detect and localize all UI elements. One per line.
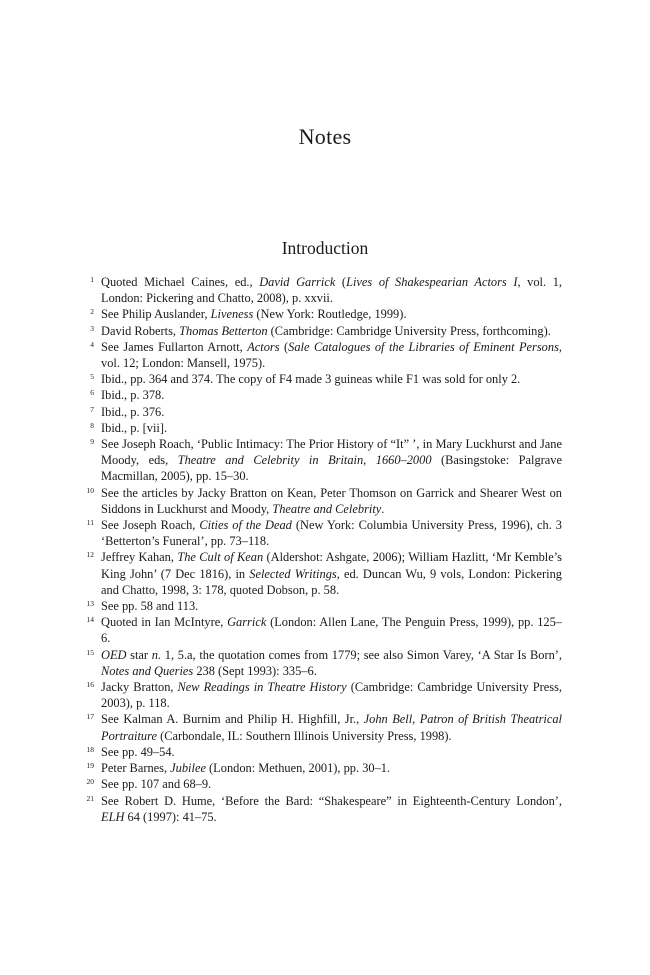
note-number: 1: [90, 275, 94, 284]
italic-title: Theatre and Celebrity: [272, 501, 382, 516]
note-text-run: See Robert D. Hume, ‘Before the Bard: “Shakespeare” in Eighteenth-Century London’,: [101, 793, 562, 808]
note-text: [101, 437, 562, 483]
note-number: 7: [90, 404, 94, 414]
italic-title: Actors: [247, 339, 280, 354]
note-number: 20: [86, 777, 94, 787]
note-text-run: 1, 5.a, the quotation comes from 1779; see also Simon Varey, ‘A Star Is Born’,: [161, 647, 562, 662]
note-text-run: , vol. 1, London: Pickering and Chatto, 2008), p. xxvii.: [101, 275, 562, 306]
note-number: 2: [90, 307, 94, 317]
note-text-run: 64 (1997): 41–75.: [124, 809, 217, 824]
italic-title: The Cult of Kean: [177, 550, 264, 565]
note-number: 18: [86, 744, 94, 754]
note-text: [101, 761, 390, 775]
section-heading: Introduction: [281, 238, 369, 258]
note-text-run: See James Fullarton Arnott,: [101, 339, 248, 354]
note-text-run: See pp. 49–54.: [101, 744, 175, 759]
note-item: [84, 793, 562, 825]
note-number: 3: [90, 323, 94, 333]
note-text-run: (London: Allen Lane, The Penguin Press, 1999), pp. 125–6.: [101, 615, 562, 646]
note-item: [84, 436, 562, 485]
note-item: [84, 485, 562, 517]
note-text-run: .: [381, 501, 385, 516]
note-text-run: See pp. 107 and 68–9.: [101, 777, 212, 792]
note-text: [101, 340, 562, 370]
page-title: Notes: [298, 124, 352, 149]
note-number: 11: [86, 518, 94, 528]
note-text-run: See Joseph Roach,: [101, 518, 200, 533]
note-text: [101, 615, 562, 645]
note-number: 6: [90, 388, 94, 398]
note-text-run: , vol. 12; London: Mansell, 1975).: [101, 339, 562, 371]
note-item: [84, 420, 562, 436]
note-number: 10: [86, 485, 94, 495]
note-number: 15: [86, 647, 94, 657]
note-number: 5: [90, 372, 94, 382]
italic-title: Sale Catalogues of the Libraries of Eminent Persons: [288, 339, 559, 354]
note-item: [84, 306, 562, 322]
note-text: [101, 486, 562, 516]
note-item: [84, 760, 562, 776]
note-number: 21: [86, 793, 94, 803]
note-text: [101, 599, 198, 613]
note-item: [84, 598, 562, 614]
note-item: [84, 549, 562, 598]
note-text: [101, 405, 164, 419]
note-text-run: Jeffrey Kahan,: [101, 550, 178, 565]
note-item: [84, 323, 562, 339]
note-text-run: (New York: Routledge, 1999).: [253, 307, 407, 322]
note-text-run: 238 (Sept 1993): 335–6.: [193, 663, 317, 678]
note-text: [101, 745, 175, 759]
note-text-run: (Basingstoke: Palgrave Macmillan, 2005), pp. 15–30.: [101, 453, 563, 484]
note-number: 9: [90, 437, 94, 447]
note-text-run: Jacky Bratton,: [101, 680, 178, 695]
note-number: 12: [86, 550, 94, 560]
note-text-run: (New York: Columbia University Press, 1996), ch. 3 ‘Betterton’s Funeral’, pp. 73–118.: [101, 518, 562, 549]
note-text-run: (: [335, 275, 347, 289]
note-text: [101, 372, 520, 386]
note-text-run: See pp. 58 and 113.: [101, 599, 199, 614]
note-item: [84, 387, 562, 403]
note-text-run: (Cambridge: Cambridge University Press, forthcoming).: [267, 323, 551, 338]
note-text: [101, 550, 562, 596]
italic-title: ELH: [101, 809, 125, 824]
note-text-run: Ibid., p. 378.: [101, 388, 165, 403]
note-text-run: (Carbondale, IL: Southern Illinois University Press, 1998).: [157, 728, 452, 743]
note-number: 16: [86, 680, 94, 690]
italic-title: New Readings in Theatre History: [177, 680, 347, 695]
note-item: [84, 647, 562, 679]
note-text-run: (London: Methuen, 2001), pp. 30–1.: [205, 761, 391, 776]
note-number: 13: [86, 599, 94, 609]
note-text: [101, 680, 562, 710]
note-text: [101, 275, 562, 305]
notes-list: [84, 274, 562, 825]
italic-title: Jubilee: [170, 761, 206, 776]
note-text: [101, 388, 164, 402]
note-item: [84, 711, 562, 743]
italic-title: Garrick: [227, 615, 267, 630]
italic-title: David Garrick: [259, 275, 336, 289]
italic-title: Cities of the Dead: [199, 518, 292, 533]
note-text-run: , ed. Duncan Wu, 9 vols, London: Pickering and Chatto, 1998, 3: 178, quoted Dobson, p. 58.: [101, 566, 562, 597]
note-text-run: (Aldershot: Ashgate, 2006); William Hazlitt, ‘Mr Kemble’s King John’ (7 Dec 1816), in: [101, 550, 562, 581]
note-number: 8: [90, 420, 94, 430]
italic-title: Notes and Queries: [101, 663, 194, 678]
note-text-run: Ibid., pp. 364 and 374. The copy of F4 made 3 guineas while F1 was sold for only 2.: [101, 372, 521, 387]
note-number: 4: [90, 339, 94, 349]
note-item: [84, 744, 562, 760]
note-text-run: (: [279, 339, 289, 354]
italic-title: Selected Writings: [249, 566, 337, 581]
note-item: [84, 517, 562, 549]
note-item: [84, 776, 562, 792]
italic-title: OED: [101, 647, 127, 662]
note-text-run: Ibid., p. 376.: [101, 404, 165, 419]
note-text-run: Quoted Michael Caines, ed.,: [101, 275, 260, 289]
note-text: [101, 648, 562, 678]
note-item: [84, 274, 562, 306]
italic-title: Lives of Shakespearian Actors I: [346, 275, 518, 289]
note-number: 14: [86, 615, 94, 625]
note-text-run: See the articles by Jacky Bratton on Kean, Peter Thomson on Garrick and Shearer West on Siddons in Luckhurst and Moody,: [101, 485, 562, 516]
italic-title: Theatre and Celebrity in Britain, 1660–2000: [177, 453, 432, 468]
italic-title: Liveness: [210, 307, 254, 322]
note-text: [101, 324, 551, 338]
note-text-run: (Cambridge: Cambridge University Press, 2003), p. 118.: [101, 680, 563, 711]
note-text-run: See Joseph Roach, ‘Public Intimacy: The Prior History of “It” ’, in Mary Luckhurst and Jane Moody, eds,: [101, 437, 562, 468]
note-text: [101, 794, 562, 824]
italic-title: Thomas Betterton: [179, 323, 268, 338]
note-text-run: Peter Barnes,: [101, 761, 171, 776]
note-text-run: Quoted in Ian McIntyre,: [101, 615, 228, 630]
italic-title: John Bell, Patron of British Theatrical Portraiture: [101, 712, 562, 743]
italic-title: n.: [151, 647, 162, 662]
note-number: 19: [86, 761, 94, 771]
note-text-run: star: [126, 647, 152, 662]
note-number: 17: [86, 712, 94, 722]
note-item: [84, 614, 562, 646]
note-text: [101, 307, 406, 321]
note-item: [84, 371, 562, 387]
note-text: [101, 777, 211, 791]
note-text-run: Ibid., p. [vii].: [101, 420, 168, 435]
note-text-run: See Kalman A. Burnim and Philip H. Highfill, Jr.,: [101, 712, 364, 727]
note-text-run: David Roberts,: [101, 323, 180, 338]
note-text: [101, 421, 167, 435]
note-text-run: See Philip Auslander,: [101, 307, 211, 322]
note-item: [84, 404, 562, 420]
note-item: [84, 679, 562, 711]
note-text: [101, 712, 562, 742]
note-text: [101, 518, 562, 548]
note-item: [84, 339, 562, 371]
